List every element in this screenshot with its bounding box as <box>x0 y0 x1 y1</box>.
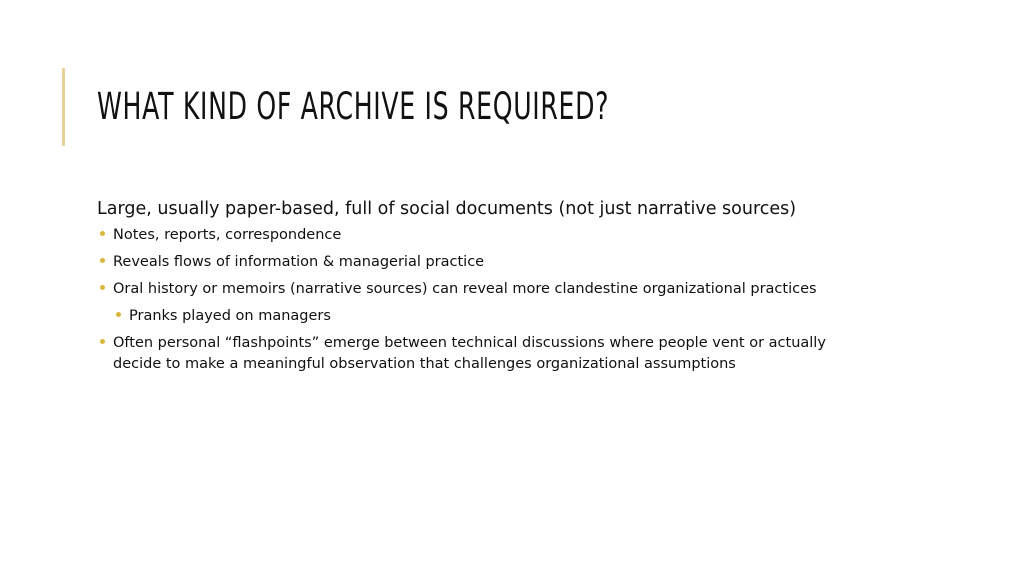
bullet-text: Reveals flows of information & managerial practice <box>113 254 485 270</box>
slide-body <box>97 197 917 381</box>
bullet-text: Often personal “flashpoints” emerge between technical discussions where people vent or actually decide to make a meaningful observation that challenges organizational assumptions <box>113 335 826 372</box>
bullet-item <box>97 252 917 273</box>
slide-title: WHAT KIND OF ARCHIVE IS REQUIRED? <box>97 85 610 128</box>
bullet-item <box>97 279 917 300</box>
bullet-dot-icon <box>100 339 105 344</box>
sub-bullet-item <box>113 306 917 327</box>
lead-paragraph: Large, usually paper-based, full of social documents (not just narrative sources) <box>97 199 797 219</box>
bullet-item <box>97 225 917 246</box>
bullet-dot-icon <box>100 258 105 263</box>
bullet-text: Pranks played on managers <box>129 308 331 324</box>
bullet-list <box>97 225 917 375</box>
bullet-dot-icon <box>100 231 105 236</box>
bullet-item <box>97 333 873 375</box>
bullet-text: Notes, reports, correspondence <box>113 227 342 243</box>
bullet-dot-icon <box>100 285 105 290</box>
title-accent-bar <box>62 68 65 146</box>
bullet-text: Oral history or memoirs (narrative sources) can reveal more clandestine organizational practices <box>113 281 817 297</box>
bullet-dot-icon <box>116 312 121 317</box>
